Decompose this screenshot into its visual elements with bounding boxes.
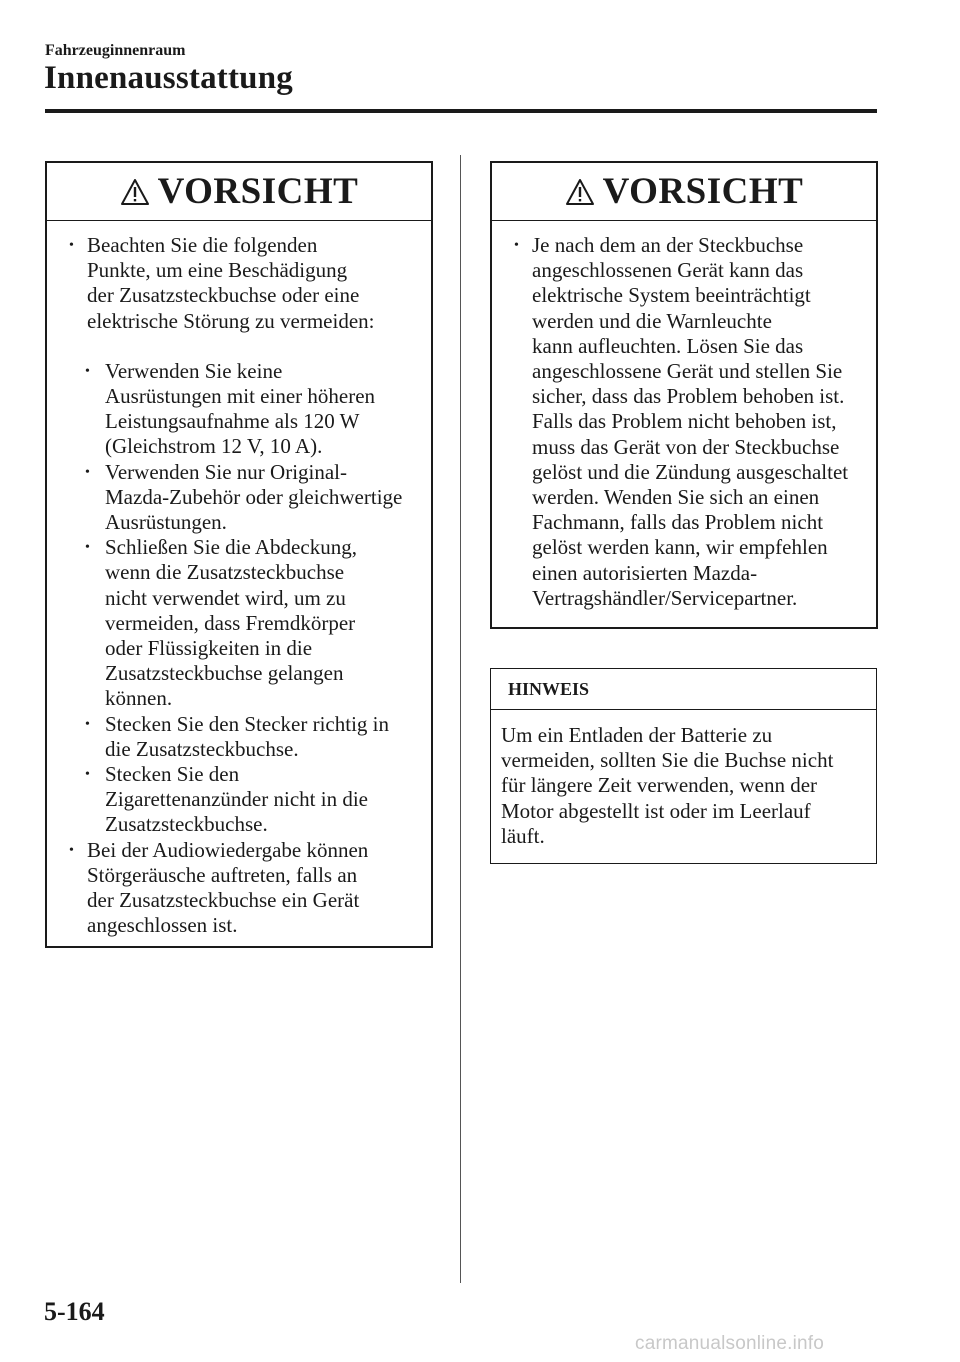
caution-header <box>492 163 876 221</box>
caution-title: VORSICHT <box>157 171 359 212</box>
sub-list <box>47 359 431 838</box>
caution-box-left <box>45 161 433 948</box>
list-item: • Bei der Audiowiedergabe können Störgeräusche auftreten, falls an der Zusatzsteckbuchse ein Gerät angeschlossen ist. <box>47 838 431 939</box>
list-item: • Stecken Sie den Zigarettenanzünder nicht in die Zusatzsteckbuchse. <box>47 762 431 838</box>
list-item: • Je nach dem an der Steckbuchse angeschlossenen Gerät kann das elektrische System beeinträchtigt werden und die Warnleuchte kann aufleuchten. Lösen Sie das angeschlossene Gerät und stellen Sie sicher, dass das Problem behoben ist. Falls das Problem nicht behoben ist, muss das Gerät von der Steckbuchse gelöst und die Zündung ausgeschaltet werden. Wenden Sie sich an einen Fachmann, falls das Problem nicht gelöst werden kann, wir empfehlen einen autorisierten Mazda- Vertragshändler/Servicepartner. <box>492 233 876 611</box>
page-title: Innenausstattung <box>44 60 293 96</box>
list-item: • Stecken Sie den Stecker richtig in die Zusatzsteckbuchse. <box>47 712 431 762</box>
list-item: • Beachten Sie die folgenden Punkte, um eine Beschädigung der Zusatzsteckbuchse oder eine elektrische Störung zu vermeiden: <box>47 233 431 334</box>
caution-content <box>492 221 876 611</box>
list-item: • Verwenden Sie keine Ausrüstungen mit einer höheren Leistungsaufnahme als 120 W (Gleichstrom 12 V, 10 A). <box>47 359 431 460</box>
list-item: • Verwenden Sie nur Original- Mazda-Zubehör oder gleichwertige Ausrüstungen. <box>47 460 431 536</box>
warning-triangle-icon <box>120 178 150 206</box>
caution-header <box>47 163 431 221</box>
caution-title: VORSICHT <box>602 171 804 212</box>
list-item: • Schließen Sie die Abdeckung, wenn die Zusatzsteckbuchse nicht verwendet wird, um zu vermeiden, dass Fremdkörper oder Flüssigkeiten in die Zusatzsteckbuchse gelangen können. <box>47 535 431 711</box>
column-divider <box>460 155 461 1283</box>
caution-content <box>47 221 431 938</box>
section-label: Fahrzeuginnenraum <box>45 42 186 59</box>
caution-box-right <box>490 161 878 629</box>
note-box <box>490 668 877 864</box>
note-content: Um ein Entladen der Batterie zu vermeiden, sollten Sie die Buchse nicht für längere Zeit verwenden, wenn der Motor abgestellt ist oder im Leerlauf läuft. <box>501 723 834 848</box>
page-number: 5-164 <box>44 1297 105 1326</box>
header-rule <box>45 109 877 113</box>
note-title: HINWEIS <box>491 669 876 710</box>
warning-triangle-icon <box>565 178 595 206</box>
watermark: carmanualsonline.info <box>635 1333 825 1354</box>
